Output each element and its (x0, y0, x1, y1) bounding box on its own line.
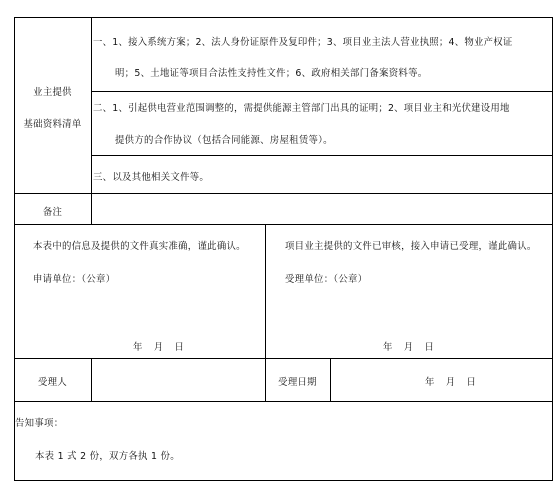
acceptor-date: 年 月 日 (383, 342, 435, 353)
column-divider (91, 358, 92, 401)
row-divider (91, 91, 553, 92)
receiver-label: 受理人 (37, 377, 68, 388)
notice-title: 告知事项： (15, 418, 64, 429)
applicant-date: 年 月 日 (133, 342, 185, 353)
materials-item-1-line1: 一、1、接入系统方案；2、法人身份证原件及复印件；3、项目业主法人营业执照；4、物业产权证 (93, 37, 513, 48)
column-divider (330, 358, 331, 401)
row-divider (14, 224, 553, 225)
column-divider (91, 17, 92, 224)
row-divider (14, 401, 553, 402)
materials-item-3: 三、以及其他相关文件等。 (93, 172, 210, 183)
materials-item-2-line2: 提供方的合作协议（包括合同能源、房屋租赁等）。 (115, 135, 333, 146)
row-divider (91, 155, 553, 156)
notice-text: 本表 1 式 2 份，双方各执 1 份。 (35, 451, 180, 462)
table-border-top (14, 17, 553, 18)
row-divider (14, 193, 553, 194)
materials-label-line1: 业主提供 (33, 87, 72, 98)
receiver-field[interactable] (93, 365, 261, 395)
accept-date-label: 受理日期 (278, 377, 317, 388)
accept-date-field[interactable]: 年 月 日 (425, 377, 477, 388)
remarks-label: 备注 (42, 207, 63, 218)
materials-label-line2: 基础资料清单 (23, 119, 82, 130)
acceptor-unit-seal: 受理单位：（公章） (285, 274, 368, 285)
table-border-bottom (14, 480, 553, 481)
acceptor-statement: 项目业主提供的文件已审核，接入申请已受理，谨此确认。 (285, 241, 537, 252)
column-divider (265, 224, 266, 401)
applicant-unit-seal: 申请单位：（公章） (33, 274, 116, 285)
row-divider (14, 358, 553, 359)
applicant-statement: 本表中的信息及提供的文件真实准确，谨此确认。 (33, 241, 246, 252)
remarks-field[interactable] (93, 203, 548, 219)
materials-item-1-line2: 明；5、土地证等项目合法性支持性文件；6、政府相关部门备案资料等。 (115, 68, 428, 79)
materials-item-2-line1: 二、1、引起供电营业范围调整的，需提供能源主管部门出具的证明；2、项目业主和光伏建设用地 (93, 103, 510, 114)
